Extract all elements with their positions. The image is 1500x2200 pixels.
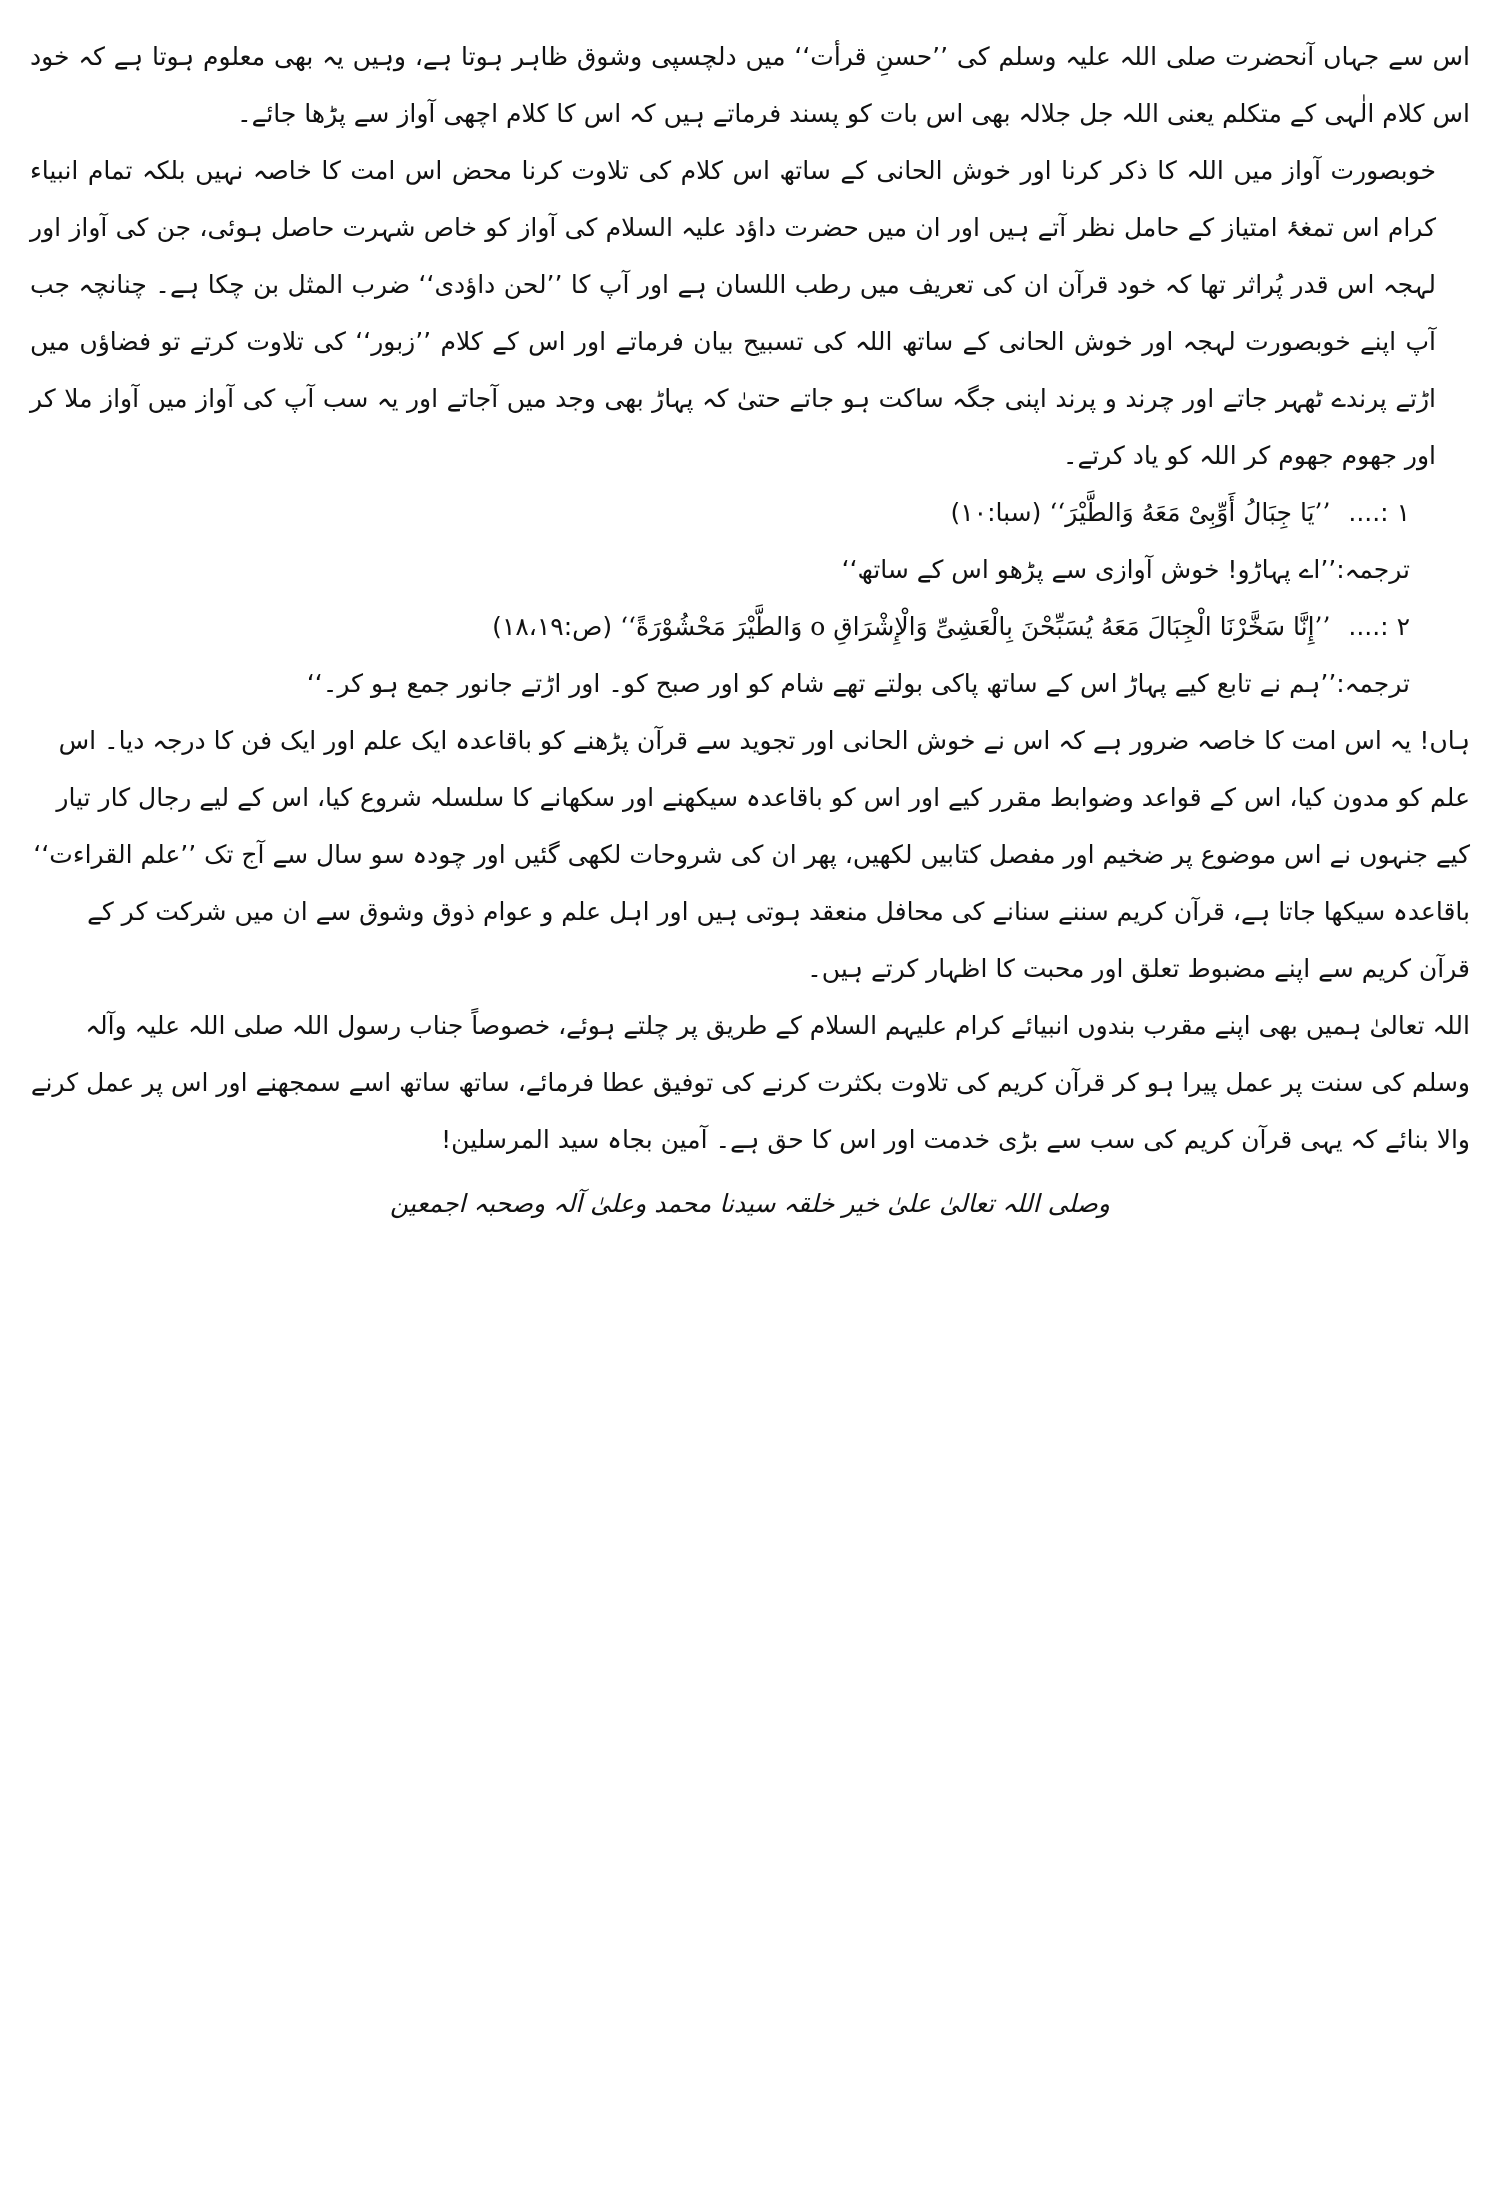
verse-1 — [30, 484, 1470, 541]
verse-2-arabic: ’’إِنَّا سَخَّرْنَا الْجِبَالَ مَعَهُ یُسَبِّحْنَ بِالْعَشِیِّ وَالْإِشْرَاقِ o وَالطَّیْرَ مَحْشُوْرَةً‘‘ — [620, 612, 1331, 641]
paragraph-3: ہاں! یہ اس امت کا خاصہ ضرور ہے کہ اس نے خوش الحانی اور تجوید سے قرآن پڑھنے کو باقاعدہ ایک علم اور ایک فن کا درجہ دیا۔ اس علم کو مدون کیا، اس کے قواعد وضوابط مقرر کیے اور اس کو باقاعدہ سیکھنے اور سکھانے کا سلسلہ شروع کیا، اس کے لیے رجال کار تیار کیے جنہوں نے اس موضوع پر ضخیم اور مفصل کتابیں لکھیں، پھر ان کی شروحات لکھی گئیں اور چودہ سو سال سے آج تک ’’علم القراءت‘‘ باقاعدہ سیکھا جاتا ہے، قرآن کریم سننے سنانے کی محافل منعقد ہوتی ہیں اور اہل علم و عوام ذوق وشوق سے ان میں شرکت کر کے قرآن کریم سے اپنے مضبوط تعلق اور محبت کا اظہار کرتے ہیں۔ — [33, 726, 1470, 983]
verse-2-number: ۲ :.... — [1348, 612, 1410, 641]
verse-2-translation: ترجمہ:’’ہم نے تابع کیے پہاڑ اس کے ساتھ پاکی بولتے تھے شام کو اور صبح کو۔ اور اڑتے جانور جمع ہو کر۔‘‘ — [306, 669, 1410, 698]
paragraph-2: خوبصورت آواز میں اللہ کا ذکر کرنا اور خوش الحانی کے ساتھ اس کلام کی تلاوت کرنا محض اس امت کا خاصہ نہیں بلکہ تمام انبیاء کرام اس تمغۂ امتیاز کے حامل نظر آتے ہیں اور ان میں حضرت داؤد علیہ السلام کی آواز کو خاص شہرت حاصل ہوئی، جن کی آواز اور لہجہ اس قدر پُراثر تھا کہ خود قرآن ان کی تعریف میں رطب اللسان ہے اور آپ کا ’’لحن داؤدی‘‘ ضرب المثل بن چکا ہے۔ چنانچہ جب آپ اپنے خوبصورت لہجہ اور خوش الحانی کے ساتھ اللہ کی تسبیح بیان فرماتے اور اس کے کلام ’’زبور‘‘ کی تلاوت کرتے تو فضاؤں میں اڑتے پرندے ٹھہر جاتے اور چرند و پرند اپنی جگہ ساکت ہو جاتے حتیٰ کہ پہاڑ بھی وجد میں آجاتے اور یہ سب آپ کی آواز میں آواز ملا کر اور جھوم جھوم کر اللہ کو یاد کرتے۔ — [30, 156, 1436, 470]
verse-2-reference: (ص:۱۸،۱۹) — [492, 612, 613, 641]
verse-1-reference: (سبا:۱۰) — [950, 498, 1042, 527]
paragraph-4: اللہ تعالیٰ ہمیں بھی اپنے مقرب بندوں انبیائے کرام علیہم السلام کے طریق پر چلتے ہوئے، خصوصاً جناب رسول اللہ صلی اللہ علیہ وآلہ وسلم کی سنت پر عمل پیرا ہو کر قرآن کریم کی تلاوت بکثرت کرنے کی توفیق عطا فرمائے، ساتھ ساتھ اسے سمجھنے اور اس پر عمل کرنے والا بنائے کہ یہی قرآن کریم کی سب سے بڑی خدمت اور اس کا حق ہے۔ آمین بجاہ سید المرسلین! — [30, 1011, 1470, 1154]
closing-invocation: وصلی اللہ تعالیٰ علیٰ خیر خلقہ سیدنا محمد وعلیٰ آلہ وصحبہ اجمعین — [390, 1189, 1110, 1218]
verse-2 — [30, 598, 1470, 655]
verse-1-translation: ترجمہ:’’اے پہاڑو! خوش آوازی سے پڑھو اس کے ساتھ‘‘ — [841, 555, 1410, 584]
verse-1-arabic: ’’یَا جِبَالُ أَوِّبِیْ مَعَهُ وَالطَّیْرَ‘‘ — [1049, 498, 1331, 527]
verse-1-number: ۱ :.... — [1348, 498, 1410, 527]
paragraph-1: اس سے جہاں آنحضرت صلی اللہ علیہ وسلم کی ’’حسنِ قرأت‘‘ میں دلچسپی وشوق ظاہر ہوتا ہے، وہیں یہ بھی معلوم ہوتا ہے کہ خود اس کلام الٰہی کے متکلم یعنی اللہ جل جلالہ بھی اس بات کو پسند فرماتے ہیں کہ اس کا کلام اچھی آواز سے پڑھا جائے۔ — [30, 42, 1470, 128]
